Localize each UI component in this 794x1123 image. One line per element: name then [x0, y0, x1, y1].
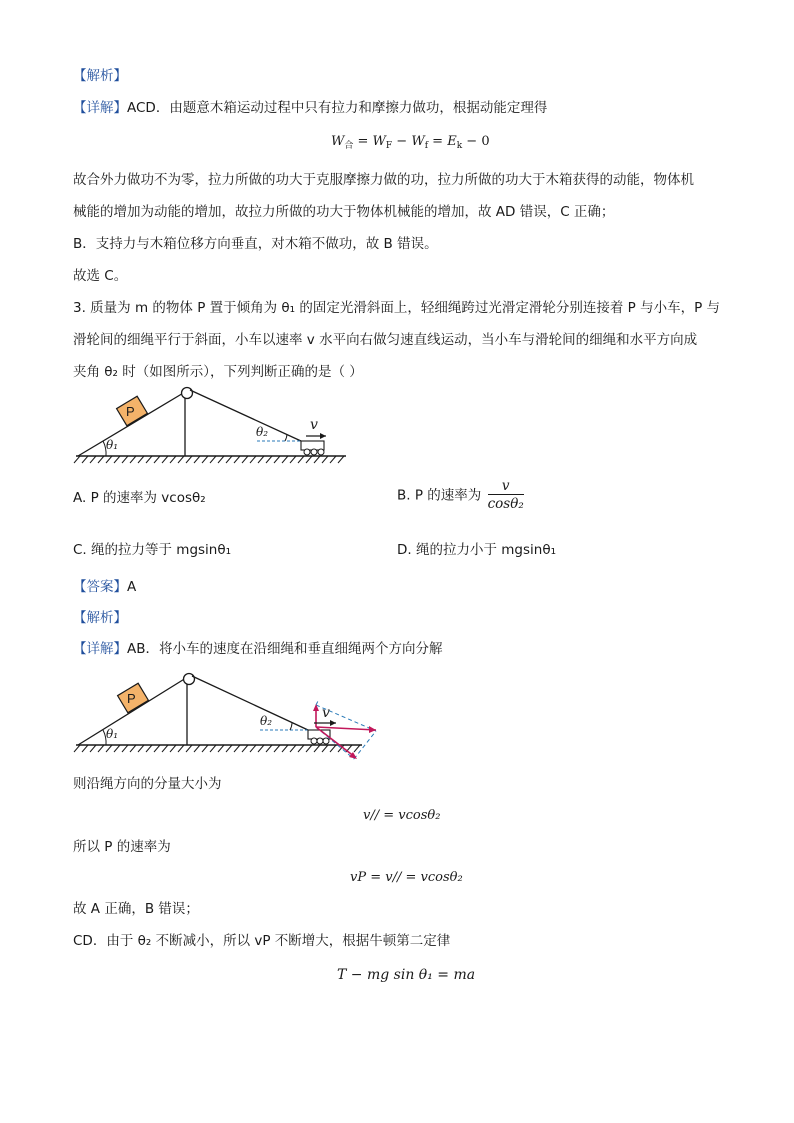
- work-energy-equation: $W_合 = W_F - W_f = E_k - 0$: [331, 134, 490, 151]
- rope-to-cart: [192, 676, 308, 730]
- cart-wheel: [311, 738, 317, 744]
- detail-text-1: ACD．由题意木箱运动过程中只有拉力和摩擦力做功，根据动能定理得: [127, 100, 548, 116]
- velocity-arrow-head: [330, 720, 336, 726]
- pulley-circle: [184, 674, 195, 685]
- option-b-fraction: $\frac{v}{\text{cosθ₂}}$: [487, 478, 524, 512]
- cart-wheel: [318, 449, 324, 455]
- cart-wheel: [304, 449, 310, 455]
- pulley-circle: [182, 388, 193, 399]
- detail-line-1: [73, 98, 547, 118]
- perpendicular-component-head: [313, 704, 319, 711]
- theta1-label: θ₁: [106, 438, 119, 452]
- question-3-line-3: 夹角 θ₂ 时（如图所示），下列判断正确的是（ ）: [73, 364, 363, 380]
- detail-text-2: AB．将小车的速度在沿细绳和垂直细绳两个方向分解: [127, 641, 443, 657]
- ground-hatching: [74, 456, 344, 463]
- rope-component-equation: v// = vcosθ₂: [363, 808, 441, 823]
- question-3-line-1: 3. 质量为 m 的物体 P 置于倾角为 θ₁ 的固定光滑斜面上，轻细绳跨过光滑定滑轮分别连接着 P 与小车，P 与: [73, 300, 721, 316]
- velocity-arrow-head: [320, 433, 326, 439]
- velocity-label: v: [322, 705, 330, 721]
- answer-line: [73, 577, 136, 597]
- option-a[interactable]: A. P 的速率为 vcosθ₂: [73, 490, 206, 506]
- rope-to-cart: [190, 390, 301, 441]
- conclusion-line: 故选 C。: [73, 268, 128, 284]
- block-p-label: P: [126, 404, 135, 419]
- detail-label-1: 【详解】: [73, 100, 127, 116]
- explanation-line-1: 故合外力做功不为零，拉力所做的功大于克服摩擦力做的功，拉力所做的功大于木箱获得的动能，物体机: [73, 172, 694, 188]
- question-3-line-2: 滑轮间的细绳平行于斜面，小车以速率 v 水平向右做匀速直线运动，当小车与滑轮间的细绳和水平方向成: [73, 332, 698, 348]
- p-speed-line: 所以 P 的速率为: [73, 839, 171, 855]
- velocity-decomposition-figure: [70, 665, 390, 765]
- theta1-label: θ₁: [106, 727, 119, 741]
- explanation-line-3: B．支持力与木箱位移方向垂直，对木箱不做功，故 B 错误。: [73, 236, 438, 252]
- velocity-resultant-head: [369, 726, 376, 733]
- option-c[interactable]: C. 绳的拉力等于 mgsinθ₁: [73, 542, 232, 558]
- velocity-label: v: [310, 417, 318, 433]
- theta2-arc: [285, 434, 287, 441]
- detail-label-2: 【详解】: [73, 641, 127, 657]
- answer-value: A: [127, 579, 137, 595]
- ab-conclusion-line: 故 A 正确，B 错误；: [73, 901, 199, 917]
- theta2-arc: [290, 723, 292, 730]
- option-b[interactable]: [397, 478, 524, 513]
- newton-second-law-equation: T − mg sin θ₁ = ma: [337, 967, 476, 983]
- analysis-label-2: 【解析】: [73, 610, 127, 626]
- option-b-prefix: B. P 的速率为: [397, 487, 482, 504]
- option-d[interactable]: D. 绳的拉力小于 mgsinθ₁: [397, 542, 557, 558]
- incline-figure: [70, 380, 355, 470]
- explanation-line-2: 械能的增加为动能的增加，故拉力所做的功大于物体机械能的增加，故 AD 错误，C 正确；: [73, 204, 615, 220]
- cart-wheel: [317, 738, 323, 744]
- cd-line: CD．由于 θ₂ 不断减小，所以 vP 不断增大，根据牛顿第二定律: [73, 933, 451, 949]
- cart-wheel: [311, 449, 317, 455]
- p-speed-equation: vP = v// = vcosθ₂: [350, 870, 463, 885]
- analysis-label-1: 【解析】: [73, 68, 127, 84]
- detail-line-2: [73, 639, 443, 659]
- theta2-label: θ₂: [260, 714, 273, 728]
- answer-label: 【答案】: [73, 579, 127, 595]
- cart-wheel: [323, 738, 329, 744]
- ground-hatching: [74, 745, 360, 752]
- component-line: 则沿绳方向的分量大小为: [73, 776, 222, 792]
- theta2-label: θ₂: [256, 425, 269, 439]
- block-p-label: P: [127, 691, 136, 706]
